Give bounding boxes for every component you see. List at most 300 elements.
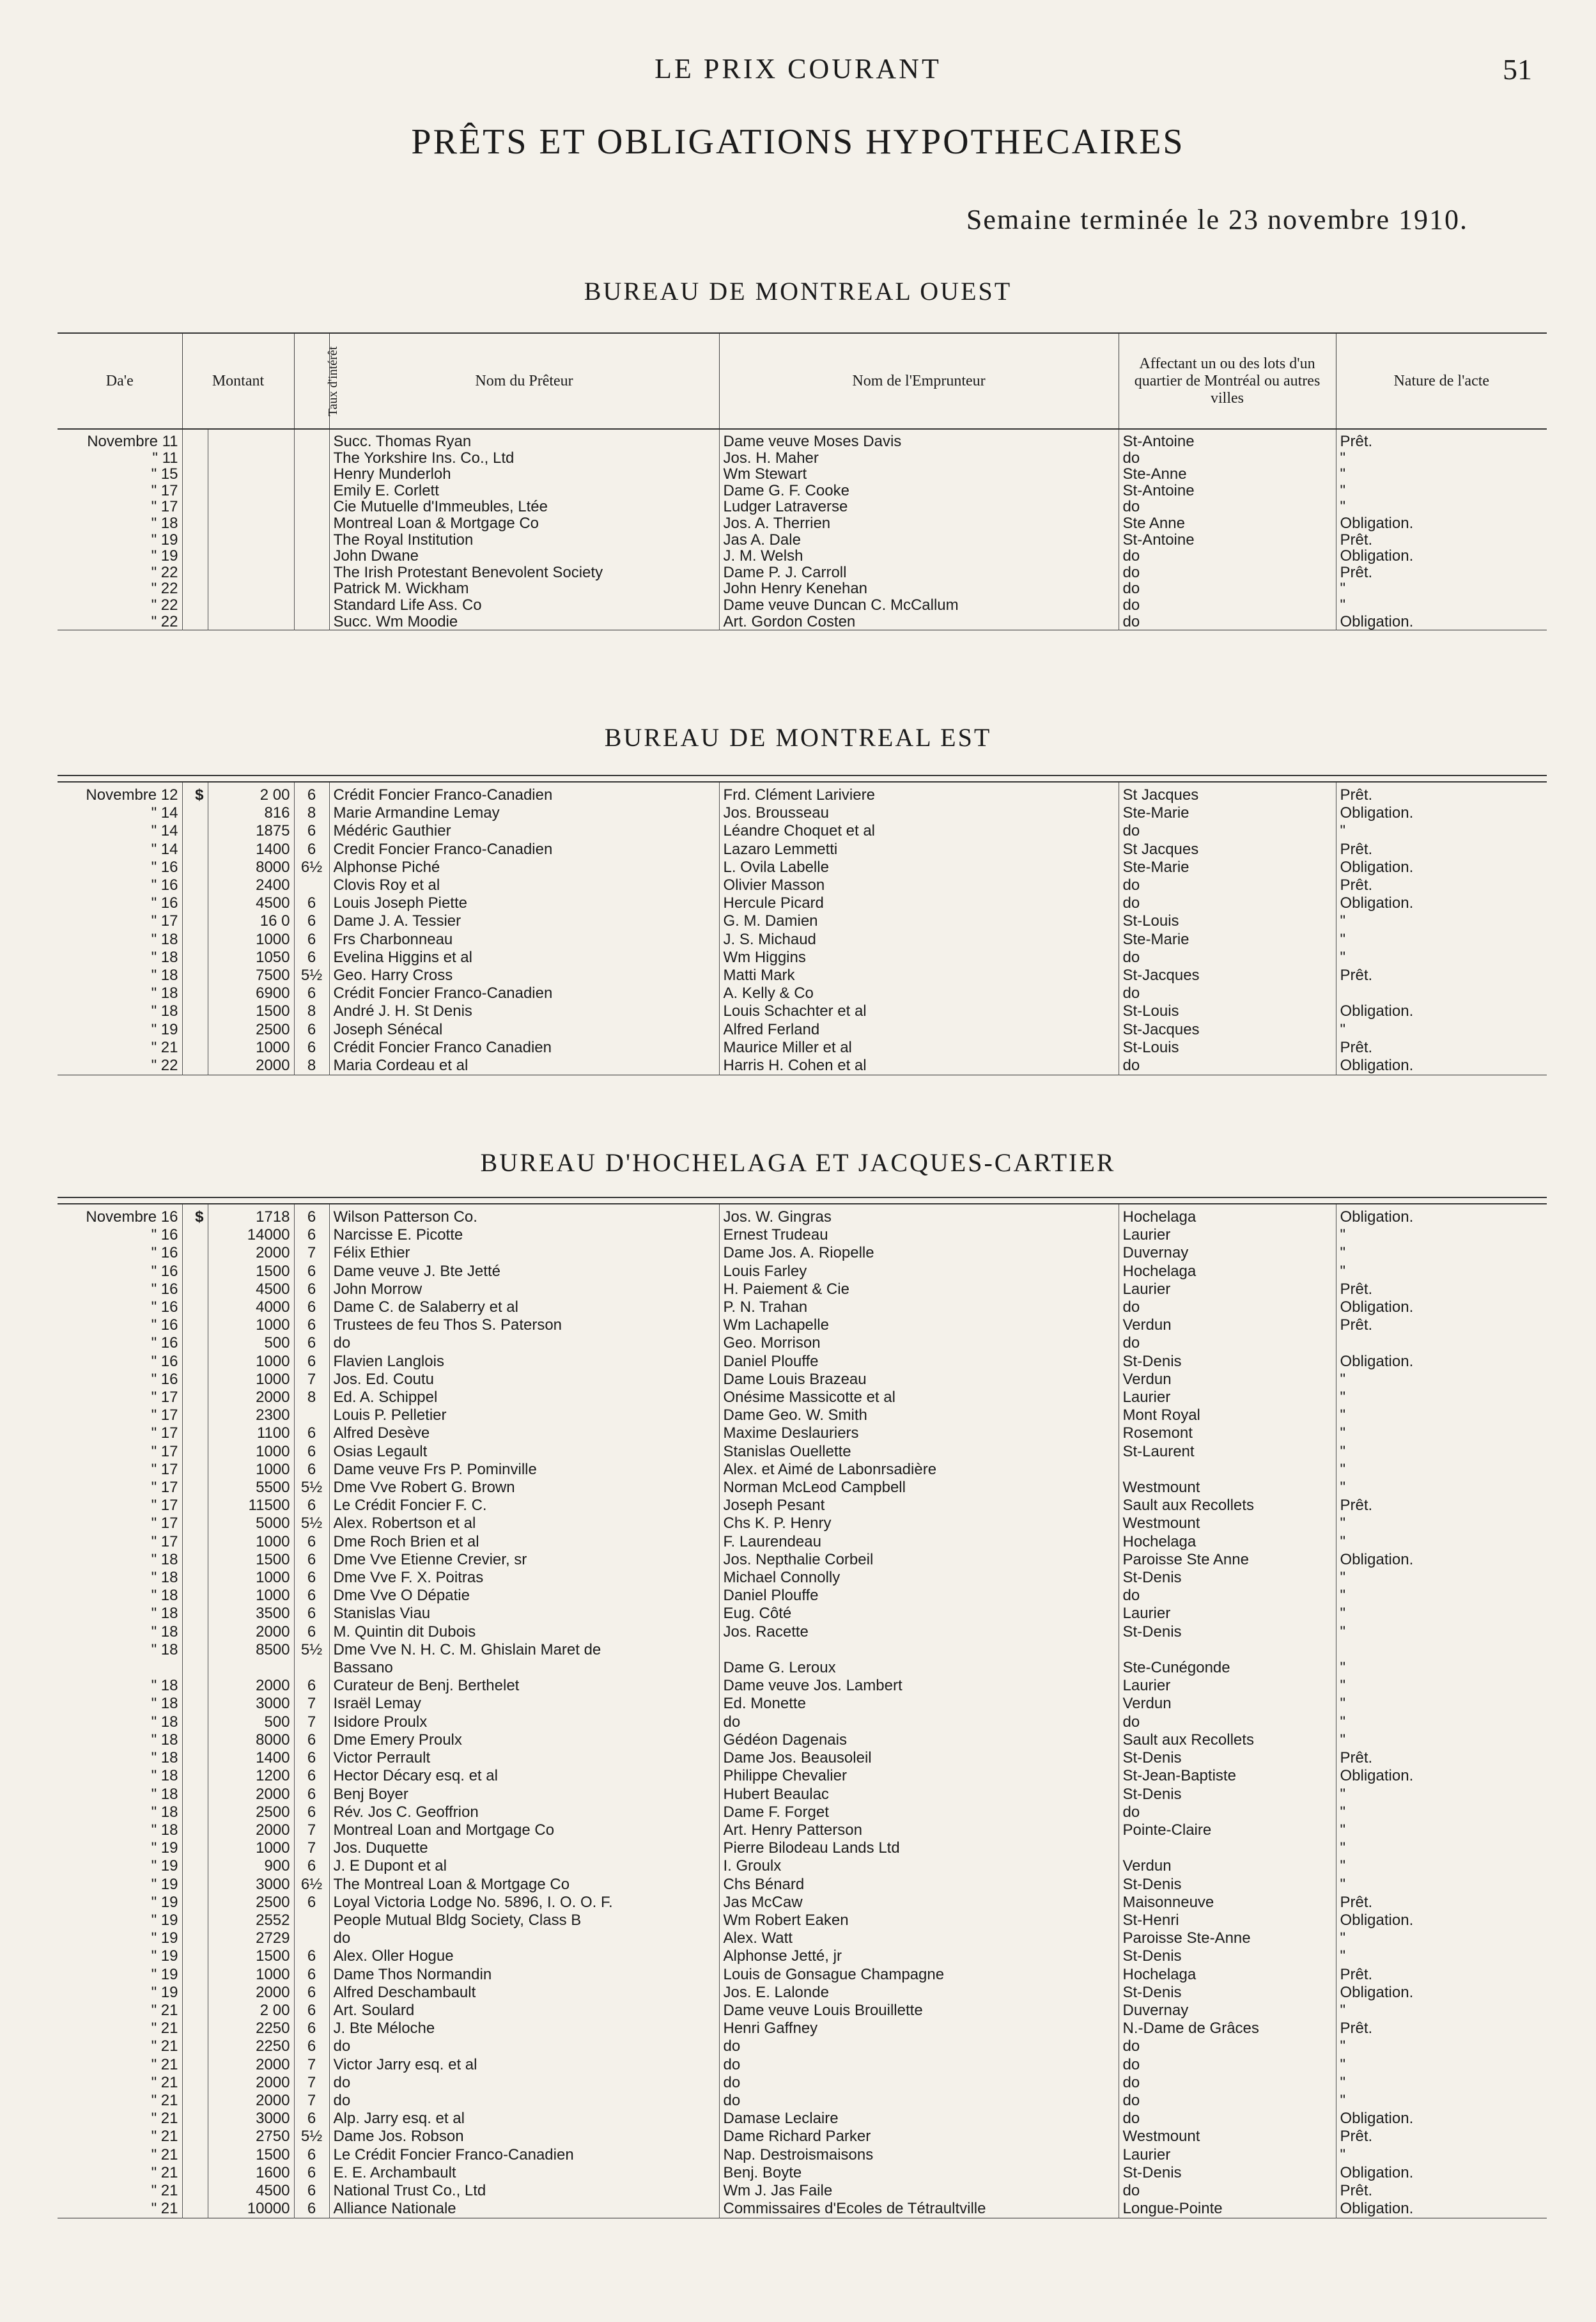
currency-sign xyxy=(182,822,208,840)
currency-sign xyxy=(182,1226,208,1244)
entry-location: do xyxy=(1119,597,1336,614)
entry-location: do xyxy=(1119,548,1336,565)
entry-location: do xyxy=(1119,877,1336,894)
entry-nature: Prêt. xyxy=(1336,565,1547,581)
entry-amount xyxy=(208,1659,294,1677)
table-row xyxy=(58,822,1547,840)
currency-sign xyxy=(182,1659,208,1677)
entry-amount: 1000 xyxy=(208,1353,294,1371)
entry-nature: Obligation. xyxy=(1336,1984,1547,2002)
entry-rate: 6 xyxy=(294,1497,329,1515)
table-row xyxy=(58,1569,1547,1587)
entry-location: Laurier xyxy=(1119,1677,1336,1695)
entry-rate: 6 xyxy=(294,2002,329,2020)
entry-date: " 18 xyxy=(151,930,178,948)
entry-date: " 11 xyxy=(152,449,178,467)
entry-date: " 21 xyxy=(151,2128,178,2146)
entry-date: " 16 xyxy=(151,1334,178,1352)
entry-date: " 15 xyxy=(151,465,178,483)
currency-sign xyxy=(182,1424,208,1442)
entry-location: do xyxy=(1119,822,1336,840)
entry-location: St-Louis xyxy=(1119,912,1336,930)
entry-amount: 2300 xyxy=(208,1406,294,1424)
entry-nature: " xyxy=(1336,450,1547,467)
entry-nature: Prêt. xyxy=(1336,1966,1547,1984)
currency-sign xyxy=(182,1002,208,1020)
entry-date: " 14 xyxy=(151,840,178,858)
entry-nature: Obligation. xyxy=(1336,2110,1547,2128)
entry-date: " 16 xyxy=(151,1280,178,1298)
entry-date: " 17 xyxy=(151,498,178,516)
entry-date: " 18 xyxy=(151,1749,178,1767)
entry-borrower: Jos. W. Gingras xyxy=(719,1204,1119,1226)
entry-borrower: Dame veuve Jos. Lambert xyxy=(719,1677,1119,1695)
entry-amount xyxy=(208,483,294,499)
entry-amount: 2500 xyxy=(208,1804,294,1821)
entry-rate: 6½ xyxy=(294,1876,329,1894)
entry-borrower: Dame G. Leroux xyxy=(719,1659,1119,1677)
entry-location: St-Laurent xyxy=(1119,1443,1336,1461)
entry-rate xyxy=(294,1912,329,1929)
entry-lender: Henry Munderloh xyxy=(329,466,719,483)
entry-nature: " xyxy=(1336,1623,1547,1641)
entry-date: " 22 xyxy=(151,612,178,630)
entry-date: " 18 xyxy=(151,948,178,966)
entry-rate xyxy=(294,548,329,565)
entry-lender: Maria Cordeau et al xyxy=(329,1057,719,1075)
entry-rate: 6 xyxy=(294,912,329,930)
entry-location: St-Denis xyxy=(1119,1353,1336,1371)
entry-location: Rosemont xyxy=(1119,1424,1336,1442)
currency-sign xyxy=(182,1677,208,1695)
currency-sign xyxy=(182,1551,208,1569)
entry-amount: 1000 xyxy=(208,1371,294,1389)
currency-sign xyxy=(182,1695,208,1713)
column-header-nature: Nature de l'acte xyxy=(1336,333,1547,429)
table-row xyxy=(58,1767,1547,1785)
entry-location: Westmount xyxy=(1119,1515,1336,1532)
entry-location: Ste-Anne xyxy=(1119,466,1336,483)
currency-sign: $ xyxy=(182,1204,208,1226)
entry-rate: 8 xyxy=(294,804,329,822)
entry-date: " 21 xyxy=(151,2163,178,2181)
entry-borrower: Wm J. Jas Faile xyxy=(719,2182,1119,2200)
entry-rate xyxy=(294,450,329,467)
entry-borrower: Jos. Brousseau xyxy=(719,804,1119,822)
entry-location: Ste-Cunégonde xyxy=(1119,1659,1336,1677)
currency-sign xyxy=(182,580,208,597)
entry-nature: " xyxy=(1336,1263,1547,1281)
column-header-borrower: Nom de l'Emprunteur xyxy=(719,333,1119,429)
table-row xyxy=(58,1244,1547,1262)
entry-date: " 18 xyxy=(151,1803,178,1821)
entry-lender: John Dwane xyxy=(329,548,719,565)
entry-lender: Dame Jos. Robson xyxy=(329,2128,719,2146)
entry-borrower: Jos. Nepthalie Corbeil xyxy=(719,1551,1119,1569)
entry-nature: " xyxy=(1336,1406,1547,1424)
entry-amount: 2000 xyxy=(208,1389,294,1406)
entry-lender: M. Quintin dit Dubois xyxy=(329,1623,719,1641)
table-row xyxy=(58,2182,1547,2200)
entry-borrower: I. Groulx xyxy=(719,1857,1119,1875)
entry-borrower: Ludger Latraverse xyxy=(719,499,1119,515)
entry-rate: 6 xyxy=(294,931,329,949)
entry-rate xyxy=(294,515,329,532)
entry-borrower: do xyxy=(719,2038,1119,2055)
table-row xyxy=(58,1497,1547,1515)
table-row xyxy=(58,2200,1547,2218)
currency-sign xyxy=(182,1947,208,1965)
entry-lender: Rév. Jos C. Geoffrion xyxy=(329,1804,719,1821)
entry-lender: Joseph Sénécal xyxy=(329,1021,719,1039)
currency-sign xyxy=(182,1929,208,1947)
entry-location: St-Antoine xyxy=(1119,429,1336,450)
entry-location: Laurier xyxy=(1119,1281,1336,1298)
entry-date: " 18 xyxy=(151,1821,178,1839)
table-row xyxy=(58,580,1547,597)
table-row xyxy=(58,1353,1547,1371)
entry-rate: 6 xyxy=(294,1966,329,1984)
entry-amount: 8500 xyxy=(208,1641,294,1659)
entry-lender: Félix Ethier xyxy=(329,1244,719,1262)
entry-date: " 19 xyxy=(151,1983,178,2001)
entry-amount: 900 xyxy=(208,1857,294,1875)
entry-nature: Prêt. xyxy=(1336,1749,1547,1767)
entry-lender: Dme Roch Brien et al xyxy=(329,1533,719,1551)
entry-location: Ste-Marie xyxy=(1119,804,1336,822)
entry-amount: 4500 xyxy=(208,2182,294,2200)
entry-nature: " xyxy=(1336,1857,1547,1875)
entry-date: " 18 xyxy=(151,985,178,1002)
column-header-amount: Montant xyxy=(182,333,294,429)
entry-location: St Jacques xyxy=(1119,841,1336,859)
entry-amount: 2000 xyxy=(208,1623,294,1641)
currency-sign xyxy=(182,1912,208,1929)
entry-lender: do xyxy=(329,1929,719,1947)
entry-borrower: Philippe Chevalier xyxy=(719,1767,1119,1785)
currency-sign xyxy=(182,1731,208,1749)
entry-date: " 16 xyxy=(151,1244,178,1262)
currency-sign xyxy=(182,985,208,1002)
entry-nature: Obligation. xyxy=(1336,548,1547,565)
table-row xyxy=(58,2002,1547,2020)
entry-location: do xyxy=(1119,580,1336,597)
column-header-lender: Nom du Prêteur xyxy=(329,333,719,429)
entry-location: Duvernay xyxy=(1119,2002,1336,2020)
entry-amount: 2000 xyxy=(208,2092,294,2110)
currency-sign xyxy=(182,2092,208,2110)
entry-date: " 14 xyxy=(151,822,178,840)
table-row xyxy=(58,912,1547,930)
entry-borrower: Dame G. F. Cooke xyxy=(719,483,1119,499)
entry-date: " 21 xyxy=(151,2200,178,2218)
entry-borrower: Wm Robert Eaken xyxy=(719,1912,1119,1929)
currency-sign xyxy=(182,515,208,532)
entry-lender: Trustees de feu Thos S. Paterson xyxy=(329,1316,719,1334)
entry-lender: Dme Vve Etienne Crevier, sr xyxy=(329,1551,719,1569)
entry-rate: 6 xyxy=(294,1461,329,1479)
entry-location: St-Jacques xyxy=(1119,1021,1336,1039)
entry-date: " 18 xyxy=(151,1731,178,1749)
table-row xyxy=(58,1659,1547,1677)
table-row xyxy=(58,1515,1547,1532)
currency-sign xyxy=(182,931,208,949)
entry-date: " 16 xyxy=(151,1370,178,1388)
table-row xyxy=(58,782,1547,804)
entry-borrower: Alex. et Aimé de Labonrsadière xyxy=(719,1461,1119,1479)
entry-lender: The Montreal Loan & Mortgage Co xyxy=(329,1876,719,1894)
entry-date: " 18 xyxy=(151,1587,178,1605)
currency-sign xyxy=(182,2020,208,2038)
entry-lender: Alphonse Piché xyxy=(329,859,719,877)
entry-rate: 6 xyxy=(294,1039,329,1057)
entry-amount xyxy=(208,499,294,515)
entry-borrower: Pierre Bilodeau Lands Ltd xyxy=(719,1839,1119,1857)
entry-borrower: Geo. Morrison xyxy=(719,1334,1119,1352)
entry-rate xyxy=(294,877,329,894)
entry-lender: Alfred Deschambault xyxy=(329,1984,719,2002)
entry-lender: Stanislas Viau xyxy=(329,1605,719,1623)
entry-location: do xyxy=(1119,949,1336,967)
entry-lender: National Trust Co., Ltd xyxy=(329,2182,719,2200)
currency-sign xyxy=(182,1281,208,1298)
entry-borrower: do xyxy=(719,1713,1119,1731)
entry-date: " 18 xyxy=(151,967,178,985)
entry-lender: Dame veuve J. Bte Jetté xyxy=(329,1263,719,1281)
entry-nature: Prêt. xyxy=(1336,429,1547,450)
table-row xyxy=(58,1226,1547,1244)
table-row xyxy=(58,1443,1547,1461)
entry-borrower: Louis Schachter et al xyxy=(719,1002,1119,1020)
entry-date: " 17 xyxy=(151,481,178,499)
currency-sign xyxy=(182,859,208,877)
entry-nature: " xyxy=(1336,1821,1547,1839)
entry-date: " 16 xyxy=(151,1262,178,1280)
entry-amount xyxy=(208,548,294,565)
entry-nature: " xyxy=(1336,1533,1547,1551)
entry-nature: " xyxy=(1336,1695,1547,1713)
entry-lender: Crédit Foncier Franco-Canadien xyxy=(329,782,719,804)
currency-sign xyxy=(182,1641,208,1659)
currency-sign xyxy=(182,597,208,614)
table-row xyxy=(58,2092,1547,2110)
entry-amount: 1000 xyxy=(208,1039,294,1057)
entry-lender: Victor Perrault xyxy=(329,1749,719,1767)
entry-nature: " xyxy=(1336,597,1547,614)
entry-location: Sault aux Recollets xyxy=(1119,1497,1336,1515)
table-row xyxy=(58,499,1547,515)
table-row xyxy=(58,1929,1547,1947)
entry-rate: 6 xyxy=(294,2110,329,2128)
table-row xyxy=(58,597,1547,614)
table-row xyxy=(58,1389,1547,1406)
entry-lender: Cie Mutuelle d'Immeubles, Ltée xyxy=(329,499,719,515)
entry-nature: " xyxy=(1336,1876,1547,1894)
entry-location: Verdun xyxy=(1119,1371,1336,1389)
entry-lender: Alfred Desève xyxy=(329,1424,719,1442)
entry-rate: 6 xyxy=(294,1443,329,1461)
entry-location: St-Denis xyxy=(1119,1569,1336,1587)
entry-date: " 19 xyxy=(151,1020,178,1038)
entry-nature: Obligation. xyxy=(1336,804,1547,822)
entry-lender: Marie Armandine Lemay xyxy=(329,804,719,822)
entry-rate xyxy=(294,597,329,614)
entry-borrower: Louis de Gonsague Champagne xyxy=(719,1966,1119,1984)
entry-date: " 16 xyxy=(151,1298,178,1316)
currency-sign xyxy=(182,1479,208,1497)
entry-date: " 18 xyxy=(151,1569,178,1587)
table-row xyxy=(58,2020,1547,2038)
entry-location: Westmount xyxy=(1119,1479,1336,1497)
entry-borrower: Dame Richard Parker xyxy=(719,2128,1119,2146)
entry-borrower: do xyxy=(719,2074,1119,2092)
entry-location: Hochelaga xyxy=(1119,1204,1336,1226)
entry-borrower: P. N. Trahan xyxy=(719,1298,1119,1316)
table-row xyxy=(58,931,1547,949)
entry-amount: 1500 xyxy=(208,1263,294,1281)
table-row xyxy=(58,1677,1547,1695)
entry-amount xyxy=(208,565,294,581)
currency-sign xyxy=(182,2056,208,2074)
entry-nature: " xyxy=(1336,499,1547,515)
currency-sign xyxy=(182,483,208,499)
currency-sign xyxy=(182,967,208,985)
entry-date: " 16 xyxy=(151,1352,178,1370)
entry-nature: " xyxy=(1336,1479,1547,1497)
currency-sign xyxy=(182,2146,208,2164)
entry-borrower: Dame veuve Louis Brouillette xyxy=(719,2002,1119,2020)
entry-borrower: J. S. Michaud xyxy=(719,931,1119,949)
entry-rate: 6 xyxy=(294,1353,329,1371)
entry-nature: Obligation. xyxy=(1336,2200,1547,2218)
entry-nature: Obligation. xyxy=(1336,1551,1547,1569)
table-row xyxy=(58,548,1547,565)
entry-rate: 6 xyxy=(294,1334,329,1352)
entry-nature: " xyxy=(1336,1605,1547,1623)
entry-location: St-Denis xyxy=(1119,1749,1336,1767)
entry-amount: 2500 xyxy=(208,1894,294,1912)
entry-location: Hochelaga xyxy=(1119,1966,1336,1984)
entry-nature: Prêt. xyxy=(1336,1497,1547,1515)
currency-sign xyxy=(182,1786,208,1804)
entry-borrower: John Henry Kenehan xyxy=(719,580,1119,597)
entry-lender: Clovis Roy et al xyxy=(329,877,719,894)
entry-amount: 1000 xyxy=(208,931,294,949)
entry-date: " 21 xyxy=(151,2001,178,2019)
entry-nature: " xyxy=(1336,912,1547,930)
section-title-hochelaga: BUREAU D'HOCHELAGA ET JACQUES-CARTIER xyxy=(480,1148,1116,1177)
entry-location xyxy=(1119,1461,1336,1479)
entry-amount: 1200 xyxy=(208,1767,294,1785)
entry-date: " 21 xyxy=(151,1038,178,1056)
entry-borrower: Wm Stewart xyxy=(719,466,1119,483)
loans-table-hochelaga xyxy=(58,1197,1547,2218)
entry-location: do xyxy=(1119,450,1336,467)
entry-borrower: Art. Henry Patterson xyxy=(719,1821,1119,1839)
entry-rate: 7 xyxy=(294,1821,329,1839)
currency-sign xyxy=(182,1605,208,1623)
entry-rate: 7 xyxy=(294,1839,329,1857)
entry-location: St-Jean-Baptiste xyxy=(1119,1767,1336,1785)
entry-date: " 14 xyxy=(151,804,178,822)
entry-rate: 6 xyxy=(294,1947,329,1965)
entry-borrower: Dame Louis Brazeau xyxy=(719,1371,1119,1389)
table-row xyxy=(58,1204,1547,1226)
currency-sign xyxy=(182,894,208,912)
entry-rate: 6 xyxy=(294,1804,329,1821)
entry-location: N.-Dame de Grâces xyxy=(1119,2020,1336,2038)
entry-nature: Prêt. xyxy=(1336,782,1547,804)
entry-amount: 1400 xyxy=(208,1749,294,1767)
entry-lender: Succ. Thomas Ryan xyxy=(329,429,719,450)
entry-location: Ste-Marie xyxy=(1119,859,1336,877)
entry-amount: 500 xyxy=(208,1334,294,1352)
entry-borrower: Dame F. Forget xyxy=(719,1804,1119,1821)
entry-nature: Prêt. xyxy=(1336,532,1547,549)
table-row xyxy=(58,1623,1547,1641)
entry-lender: Curateur de Benj. Berthelet xyxy=(329,1677,719,1695)
entry-location: Verdun xyxy=(1119,1695,1336,1713)
entry-date: " 16 xyxy=(151,858,178,876)
table-row xyxy=(58,894,1547,912)
table-row xyxy=(58,1839,1547,1857)
entry-amount: 2000 xyxy=(208,1057,294,1075)
entry-lender: Benj Boyer xyxy=(329,1786,719,1804)
entry-lender: Loyal Victoria Lodge No. 5896, I. O. O. F. xyxy=(329,1894,719,1912)
entry-date: Novembre 11 xyxy=(87,433,178,450)
entry-nature: " xyxy=(1336,1021,1547,1039)
table-row xyxy=(58,1876,1547,1894)
entry-rate: 7 xyxy=(294,1713,329,1731)
entry-date: " 21 xyxy=(151,2020,178,2038)
entry-lender: Flavien Langlois xyxy=(329,1353,719,1371)
entry-nature: " xyxy=(1336,1839,1547,1857)
entry-amount: 4500 xyxy=(208,894,294,912)
entry-borrower: Art. Gordon Costen xyxy=(719,614,1119,630)
entry-amount: 3000 xyxy=(208,1695,294,1713)
currency-sign xyxy=(182,1353,208,1371)
entry-rate: 7 xyxy=(294,1695,329,1713)
table-row xyxy=(58,985,1547,1002)
section-title-montreal-est: BUREAU DE MONTREAL EST xyxy=(604,723,992,752)
section-title-montreal-ouest: BUREAU DE MONTREAL OUEST xyxy=(584,277,1012,306)
entry-borrower xyxy=(719,1641,1119,1659)
entry-date: " 18 xyxy=(151,1767,178,1785)
currency-sign xyxy=(182,1371,208,1389)
entry-borrower: Chs K. P. Henry xyxy=(719,1515,1119,1532)
entry-nature: " xyxy=(1336,2056,1547,2074)
entry-amount: 16 0 xyxy=(208,912,294,930)
table-row xyxy=(58,450,1547,467)
entry-amount: 1500 xyxy=(208,1947,294,1965)
table-row xyxy=(58,967,1547,985)
entry-location: do xyxy=(1119,2110,1336,2128)
entry-borrower: Frd. Clément Lariviere xyxy=(719,782,1119,804)
entry-borrower: Alex. Watt xyxy=(719,1929,1119,1947)
entry-borrower: Alfred Ferland xyxy=(719,1021,1119,1039)
entry-date: " 18 xyxy=(151,1550,178,1568)
entry-nature: " xyxy=(1336,1587,1547,1605)
table-row xyxy=(58,466,1547,483)
entry-lender: The Irish Protestant Benevolent Society xyxy=(329,565,719,581)
currency-sign xyxy=(182,1749,208,1767)
entry-nature: Obligation. xyxy=(1336,1204,1547,1226)
currency-sign xyxy=(182,1057,208,1075)
entry-nature: Obligation. xyxy=(1336,1057,1547,1075)
currency-sign xyxy=(182,1587,208,1605)
entry-nature: " xyxy=(1336,1389,1547,1406)
currency-sign xyxy=(182,1857,208,1875)
